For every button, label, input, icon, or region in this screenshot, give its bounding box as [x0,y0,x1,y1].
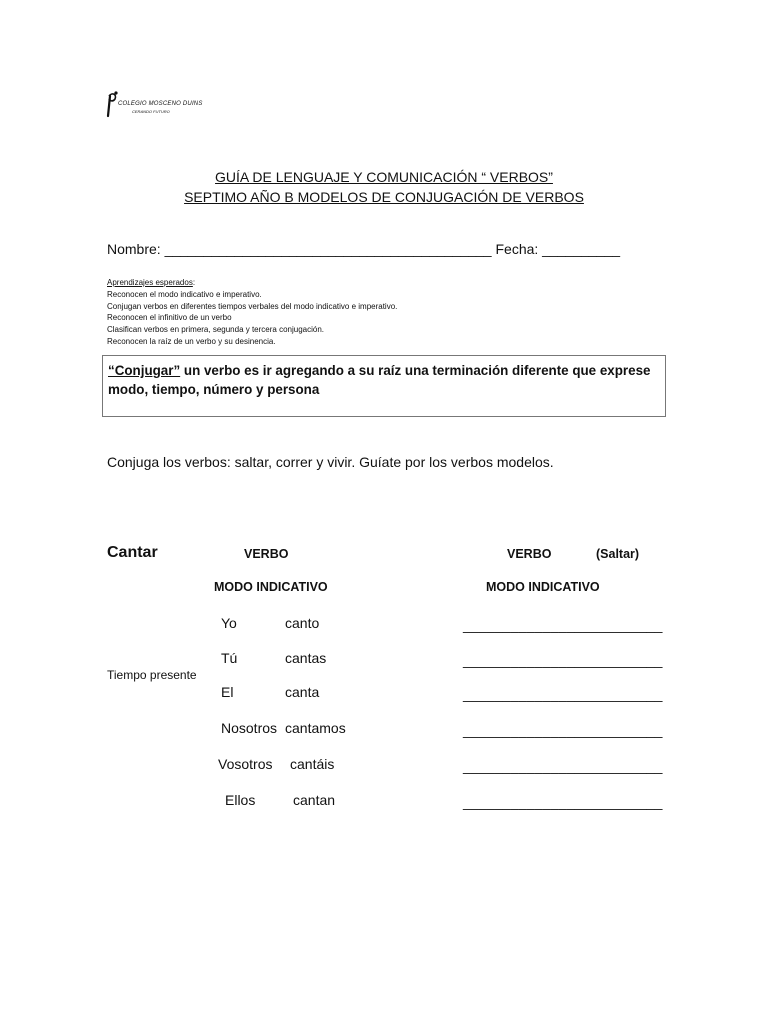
name-date-field-line: Nombre: __________________________________________ Fecha: __________ [107,241,621,257]
answer-blank: _________________________ [463,652,663,668]
page-title: GUÍA DE LENGUAJE Y COMUNICACIÓN “ VERBOS” [215,169,553,185]
school-logo-icon [104,90,118,118]
answer-blank: _________________________ [463,758,663,774]
answer-blank: _________________________ [463,794,663,810]
instruction-text: Conjuga los verbos: saltar, correr y vivir. Guíate por los verbos modelos. [107,454,554,470]
learning-goal-item: Reconocen el infinitivo de un verbo [107,313,232,323]
learning-goal-item: Conjugan verbos en diferentes tiempos verbales del modo indicativo e imperativo. [107,301,398,311]
answer-blank: _________________________ [463,686,663,702]
left-verb-header: VERBO [244,547,289,561]
learning-goal-item: Clasifican verbos en primera, segunda y tercera conjugación. [107,325,325,335]
pronoun-cell: El [221,684,234,700]
left-mode-header: MODO INDICATIVO [214,580,328,594]
learning-goal-item: Reconocen el modo indicativo e imperativo. [107,289,262,299]
verb-form-cell: cantamos [285,720,346,736]
answer-blank: _________________________ [463,722,663,738]
definition-body: un verbo es ir agregando a su raíz una terminación diferente que exprese modo, tiempo, número y persona [108,363,651,397]
right-mode-header: MODO INDICATIVO [486,580,600,594]
learning-goal-item: Reconocen la raíz de un verbo y su desinencia. [107,336,276,346]
page-subtitle: SEPTIMO AÑO B MODELOS DE CONJUGACIÓN DE VERBOS [184,189,584,205]
verb-form-cell: cantan [293,792,336,808]
verb-form-cell: canto [285,615,320,631]
model-verb-label: Cantar [107,544,158,561]
pronoun-cell: Nosotros [221,720,278,736]
answer-blank: _________________________ [463,617,663,633]
pronoun-cell: Ellos [225,792,256,808]
right-verb-name: (Saltar) [596,547,640,561]
heading-colon: : [192,278,196,287]
pronoun-cell: Yo [221,615,237,631]
definition-box [102,355,666,417]
right-verb-header: VERBO [507,547,552,561]
definition-term: “Conjugar” [108,363,181,378]
verb-form-cell: canta [285,684,320,700]
verb-form-cell: cantáis [290,756,335,772]
definition-text [108,362,664,399]
tense-label: Tiempo presente [107,668,197,682]
pronoun-cell: Tú [221,650,238,666]
verb-form-cell: cantas [285,650,327,666]
pronoun-cell: Vosotros [218,756,273,772]
learning-goals [107,277,397,348]
school-logo [104,90,203,120]
learning-goals-heading: Aprendizajes esperados [107,278,193,287]
logo-school-name: COLEGIO MOSCENO DUINS [118,101,203,107]
logo-motto: CERANDO FUTURO [132,109,170,114]
